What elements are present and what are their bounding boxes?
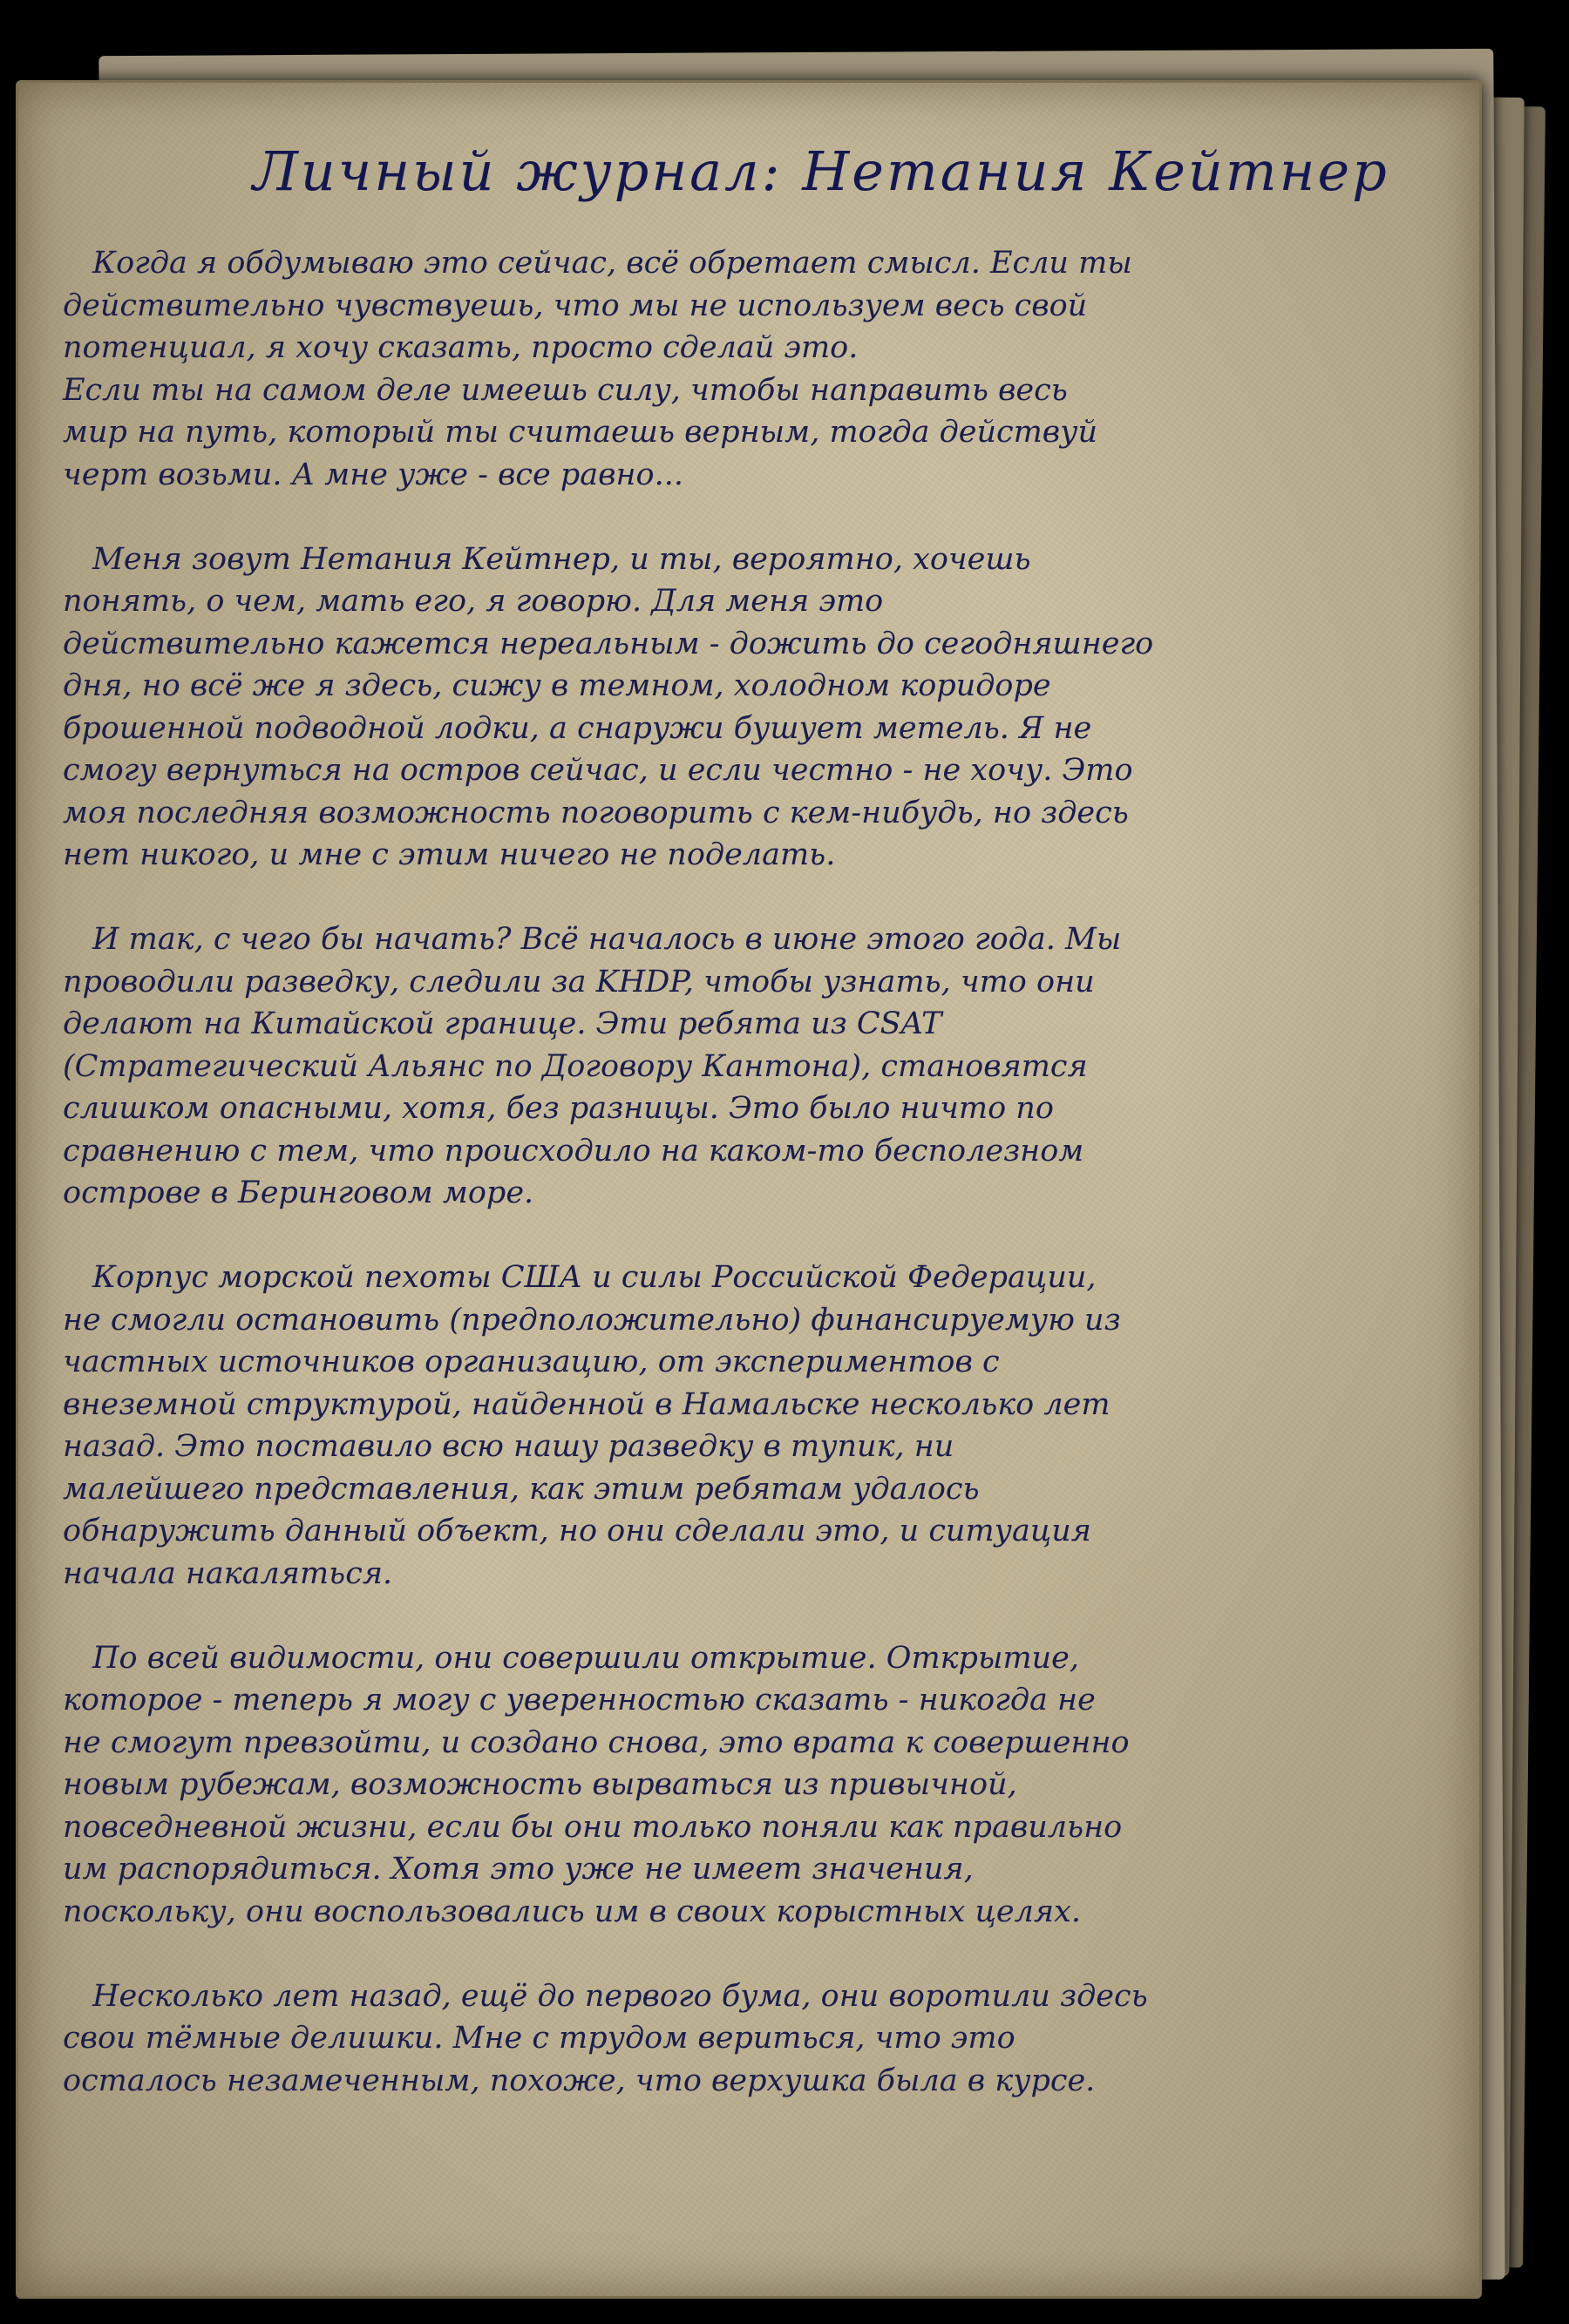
text-line: назад. Это поставило всю нашу разведку в тупик, ни [63,1429,954,1464]
text-line: действительно чувствуешь, что мы не используем весь свой [63,288,1088,323]
text-line: черт возьми. А мне уже - все равно... [63,457,683,492]
journal-body [63,242,1423,2144]
text-line: поскольку, они воспользовались им в своих корыстных целях. [63,1894,1081,1929]
text-line: мир на путь, который ты считаешь верным, тогда действуй [63,415,1098,450]
text-line: новым рубежам, возможность вырваться из привычной, [63,1767,1017,1802]
text-line: частных источников организацию, от экспериментов с [63,1345,1000,1379]
paragraph [63,539,1423,877]
text-line: острове в Беринговом море. [63,1176,534,1210]
paragraph [63,1257,1423,1595]
text-line: обнаружить данный объект, но они сделали это, и ситуация [63,1514,1091,1548]
paragraph [63,1975,1423,2103]
text-line: Когда я обдумываю это сейчас, всё обретает смысл. Если ты [92,246,1132,281]
text-line: делают на Китайской границе. Эти ребята из CSAT [63,1006,942,1041]
text-line: слишком опасными, хотя, без разницы. Это было ничто по [63,1091,1054,1126]
journal-title: Личный журнал: Нетания Кейтнер [253,139,1389,203]
text-line: Несколько лет назад, ещё до первого бума, они воротили здесь [92,1978,1148,2014]
paragraph [63,1637,1423,1934]
text-line: осталось незамеченным, похоже, что верхушка была в курсе. [63,2063,1096,2098]
text-line: действительно кажется нереальным - дожить до сегодняшнего [63,626,1154,661]
text-line: Меня зовут Нетания Кейтнер, и ты, вероятно, хочешь [92,541,1031,577]
text-line: По всей видимости, они совершили открытие. Открытие, [92,1640,1080,1676]
text-line: повседневной жизни, если бы они только поняли как правильно [63,1809,1123,1845]
text-line: И так, с чего бы начать? Всё началось в июне этого года. Мы [92,922,1122,957]
text-line: малейшего представления, как этим ребятам удалось [63,1471,980,1507]
text-line: которое - теперь я могу с уверенностью сказать - никогда не [63,1683,1096,1718]
paragraph [63,242,1423,496]
text-line: брошенной подводной лодки, а снаружи бушует метель. Я не [63,710,1092,746]
text-line: нет никого, и мне с этим ничего не поделать. [63,837,836,872]
text-line: сравнению с тем, что происходило на каком-то бесполезном [63,1133,1084,1169]
text-line: свои тёмные делишки. Мне с трудом вериться, что это [63,2021,1015,2056]
text-line: (Стратегический Альянс по Договору Кантона), становятся [63,1048,1088,1084]
text-line: начала накаляться. [63,1555,393,1591]
text-line: внеземной структурой, найденной в Намальске несколько лет [63,1386,1111,1422]
text-line: Корпус морской пехоты США и силы Российской Федерации, [92,1260,1097,1295]
text-line: Если ты на самом деле имеешь силу, чтобы направить весь [63,372,1068,408]
text-line: дня, но всё же я здесь, сижу в темном, холодном коридоре [63,668,1051,703]
text-line: не смогут превзойти, и создано снова, это врата к совершенно [63,1724,1130,1760]
text-line: понять, о чем, мать его, я говорю. Для меня это [63,584,884,619]
text-line: не смогли остановить (предположительно) финансируемую из [63,1302,1121,1338]
text-line: проводили разведку, следили за KHDP, чтобы узнать, что они [63,964,1095,999]
text-line: потенциал, я хочу сказать, просто сделай это. [63,330,859,365]
paragraph [63,918,1423,1215]
text-line: смогу вернуться на остров сейчас, и если честно - не хочу. Это [63,753,1133,788]
text-line: моя последняя возможность поговорить с кем-нибудь, но здесь [63,795,1129,830]
text-line: им распорядиться. Хотя это уже не имеет значения, [63,1852,974,1887]
